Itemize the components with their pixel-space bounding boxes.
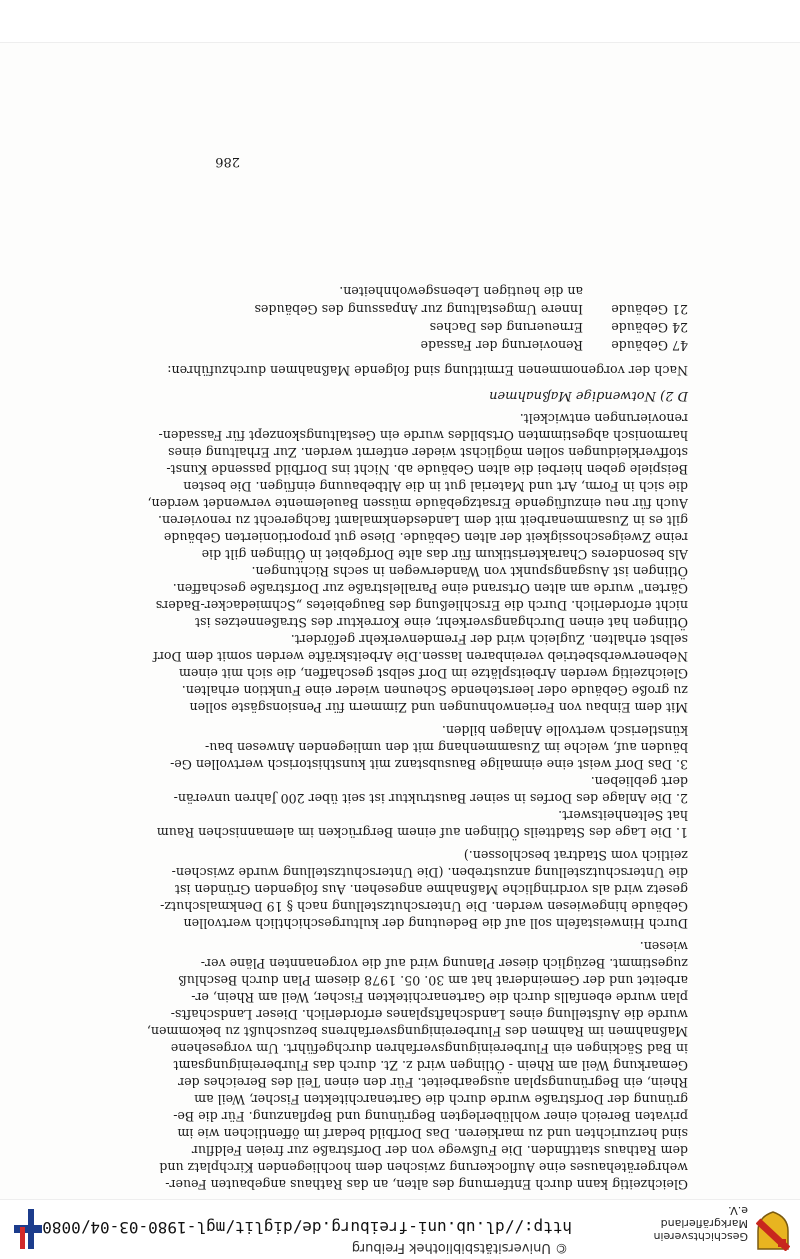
measure-item: [88, 336, 688, 354]
measure-count: 21 Gebäude: [611, 302, 688, 317]
measures-intro: Nach der vorgenommenen Ermittlung sind folgende Maßnahmen durchzuführen:: [167, 363, 688, 378]
library-logo-icon: [14, 1209, 42, 1249]
measure-description: Innere Umgestaltung zur Anpassung des Gebäudes an die heutigen Lebensgewohnheiten.: [254, 284, 583, 317]
page-number: 286: [215, 154, 240, 169]
page-header: [0, 1199, 800, 1259]
measure-description: Erneuerung des Daches: [429, 320, 583, 335]
document-body: [88, 282, 688, 1193]
page-footer: [0, 0, 800, 43]
numbered-list: 1. Die Lage des Stadtteils Ötlingen auf einem Bergrücken im alemannischen Raum hat Seltenheitswert. 2. Die Anlage des Dorfes in seiner Baustruktur ist seit über 200 Jahren unverän- dert geblieben. 3. Das Dorf weist eine einmalige Bausubstanz mit kunsthistorisch wertvollen Ge- bäuden auf, welche im Zusammenhang mit den umliegenden Anwesen bau- künstlerisch wertvolle Anlagen bilden.: [156, 723, 688, 840]
society-name: Geschichtsverein Markgräflerland e.V.: [653, 1204, 748, 1243]
section-heading: D 2) Notwendige Maßnahmen: [489, 388, 688, 403]
library-copyright: © Universitätsbibliothek Freiburg: [351, 1240, 568, 1255]
measure-description: Renovierung der Fassade: [420, 338, 583, 353]
paragraph: Durch Hinweistafeln soll auf die Bedeutung der kulturgeschichtlich wertvollen Gebäude hingewiesen werden. Die Unterschutzstellung nach § 19 Denkmalschutz- gesetz wird als vordringliche Maßnahme angesehen. Aus folgenden Gründen ist die Unterschutzstellung anzustreben. (Die Unterschutzstellung wurde zwischen- zeitlich vom Stadtrat beschlossen.): [160, 848, 688, 931]
crest-icon: [756, 1211, 790, 1251]
measure-item: [88, 282, 688, 318]
measure-count: 47 Gebäude: [611, 338, 688, 353]
paragraph: Gleichzeitig kann durch Entfernung des alten, an das Rathaus angebauten Feuer- wehrgerätehauses eine Auflockerung zwischen dem hochliegenden Kirchplatz und dem Rathaus stattfinden. Die Fußwege von der Dorfstraße zur freien Feldflur sind herzurichten und zu markieren. Das Dorfbild bedarf im öffentlichen wie im privaten Bereich einer wohlüberlegten Begrünung und Bepflanzung. Für die Be- grünung der Dorfstraße wurde durch die Gartenarchitekten Fischer, Weil am Rhein, ein Begrünungsplan ausgearbeitet. Für den einen Teil des Bereiches der Gemarkung Weil am Rhein - Ötlingen wird z. Zt. durch das Flurbereinigungsamt in Bad Säckingen ein Flurbereinigungsverfahren durchgeführt. Um vorgesehene Maßnahmen im Rahmen des Flurbereinigungsverfahrens bezuschußt zu bekommen, wurde die Aufstellung eines Landschaftsplanes erforderlich. Dieser Landschafts- plan wurde ebenfalls durch die Gartenarchitekten Fischer, Weil am Rhein, er- arbeitet und der Gemeinderat hat am 30. 05. 1978 diesem Plan durch Beschluß zugestimmt. Bezüglich dieser Planung wird auf die vorgenannten Pläne ver- wiesen.: [146, 939, 688, 1192]
measure-count: 24 Gebäude: [611, 320, 688, 335]
paragraph: Mit dem Einbau von Ferienwohnungen und Zimmern für Pensionsgäste sollen zu große Gebäude oder leerstehende Scheunen wieder eine Funktion erhalten. Gleichzeitig werden Arbeitsplätze im Dorf selbst geschaffen, die sich mit einem Nebenerwerbsbetrieb vereinbaren lassen.Die Arbeitskräfte werden somit dem Dorf selbst erhalten. Zugleich wird der Fremdenverkehr gefördert. Ötlingen hat einen Durchgangsverkehr, eine Korrektur des Straßennetzes ist nicht erforderlich. Durch die Erschließung des Baugebietes „Schmiedacker-Baders Gärten" wurde am alten Ortsrand eine Parallelstraße zur Dorfstraße geschaffen. Ötlingen ist Ausgangspunkt von Wanderwegen in sechs Richtungen. Als besonderes Charakteristikum für das alte Dorfgebiet in Ötlingen gilt die reine Zweigeschossigkeit der alten Gebäude. Diese gut proportionierten Gebäude gilt es in Zusammenarbeit mit dem Landesdenkmalamt fachgerecht zu renovieren. Auch für neu einzufügende Ersatzgebäude müssen Bauelemente verwendet werden, die sich in Form, Art und Material gut in die Altbebauung einfügen. Die besten Beispiele geben hierbei die alten Gebäude ab. Nicht ins Dorfbild passende Kunst- stoffverkleidungen sollen möglichst wieder entfernt werden. Zur Erhaltung eines harmonisch abgestimmten Ortsbildes wurde ein Gestaltungskonzept für Fassaden- renovierungen entwickelt.: [147, 411, 688, 715]
measures-list: [88, 282, 688, 354]
measure-item: [88, 318, 688, 336]
document-url[interactable]: http://dl.ub.uni-freiburg.de/diglit/mgl-1980-03-04/0080: [42, 1218, 572, 1237]
